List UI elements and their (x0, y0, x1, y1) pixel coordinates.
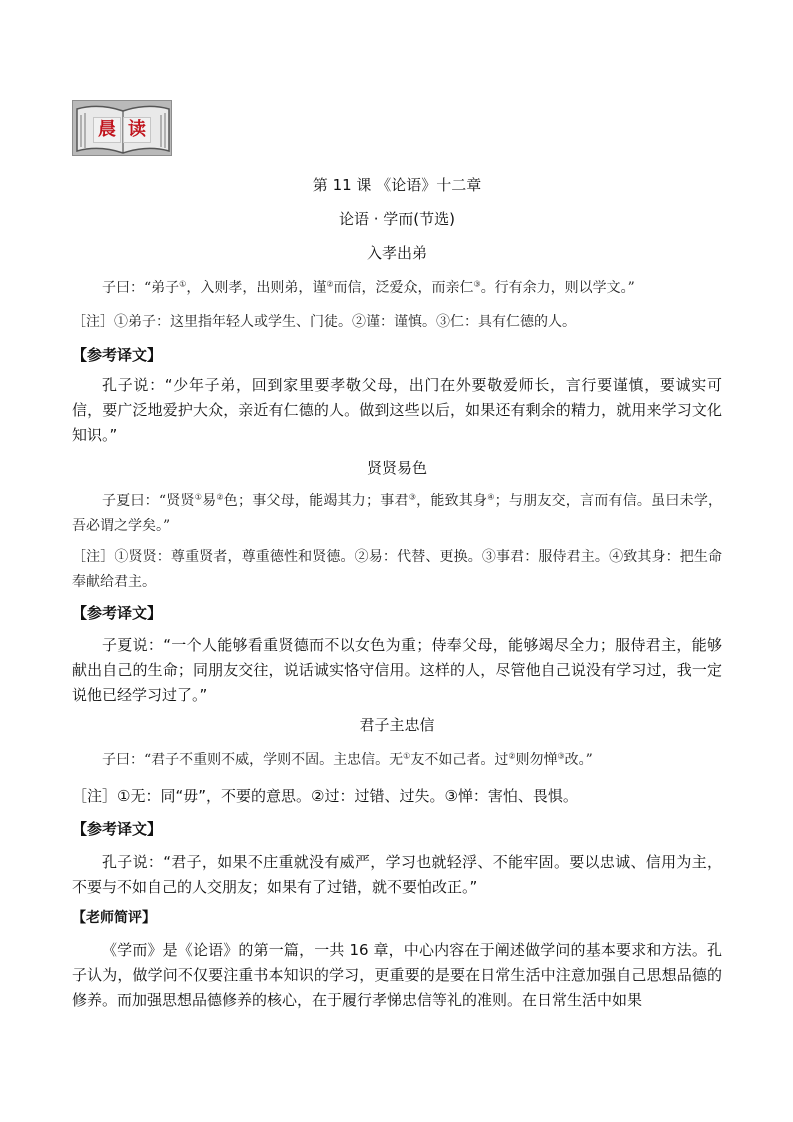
original-text: 子夏曰：“贤贤①易②色；事父母，能竭其力；事君③，能致其身④；与朋友交，言而有信。虽曰未学，吾必谓之学矣。” (72, 492, 723, 534)
translation-text: 孔子说：“君子，如果不庄重就没有威严，学习也就轻浮、不能牢固。要以忠诚、信用为主，不要与不如自己的人交朋友；如果有了过错，就不要怕改正。” (72, 853, 722, 896)
original-text: 子曰：“君子不重则不威，学则不固。主忠信。无①友不如己者。过②则勿惮③改。” (102, 751, 593, 768)
teacher-comment-label: 【老师简评】 (72, 910, 156, 926)
reference-translation-label: 【参考译文】 (72, 346, 163, 364)
translation-text: 孔子说：“少年子弟，回到家里要孝敬父母，出门在外要敬爱师长，言行要谨慎，要诚实可信，要广泛地爱护大众，亲近有仁德的人。做到这些以后，如果还有剩余的精力，就用来学习文化知识。” (72, 376, 722, 444)
teacher-comment-text: 《学而》是《论语》的第一篇，一共 16 章，中心内容在于阐述做学问的基本要求和方法。孔子认为，做学问不仅要注重书本知识的学习，更重要的是要在日常生活中注意加强自己思想品德的修养。而加强思想品德修养的核心，在于履行孝悌忠信等礼的准则。在日常生活中如果 (72, 941, 722, 1009)
reference-translation-label: 【参考译文】 (72, 604, 163, 622)
logo-char-1: 晨 (93, 117, 121, 143)
section-heading: 君子主忠信 (359, 716, 435, 734)
morning-reading-logo (72, 100, 172, 156)
section-heading: 入孝出弟 (366, 244, 427, 262)
annotation: ［注］①弟子：这里指年轻人或学生、门徒。②谨：谨慎。③仁：具有仁德的人。 (72, 314, 576, 330)
lesson-title: 第 11 课 《论语》十二章 (312, 176, 482, 194)
section-heading: 贤贤易色 (366, 459, 427, 477)
original-text: 子曰：“弟子①，入则孝，出则弟，谨②而信，泛爱众，而亲仁③。行有余力，则以学文。” (102, 279, 635, 296)
translation-text: 子夏说：“一个人能够看重贤德而不以女色为重；侍奉父母，能够竭尽全力；服侍君主，能够献出自己的生命；同朋友交往，说话诚实恪守信用。这样的人，尽管他自己说没有学习过，我一定说他已经学习过了。” (72, 636, 722, 704)
annotation: ［注］①贤贤：尊重贤者，尊重德性和贤德。②易：代替、更换。③事君：服侍君主。④致其身：把生命奉献给君主。 (72, 549, 722, 590)
reference-translation-label: 【参考译文】 (72, 820, 163, 838)
logo-char-2: 读 (123, 117, 151, 143)
subtitle: 论语 · 学而(节选) (338, 210, 455, 228)
annotation: ［注］①无：同“毋”，不要的意思。②过：过错、过失。③惮：害怕、畏惧。 (72, 787, 578, 805)
